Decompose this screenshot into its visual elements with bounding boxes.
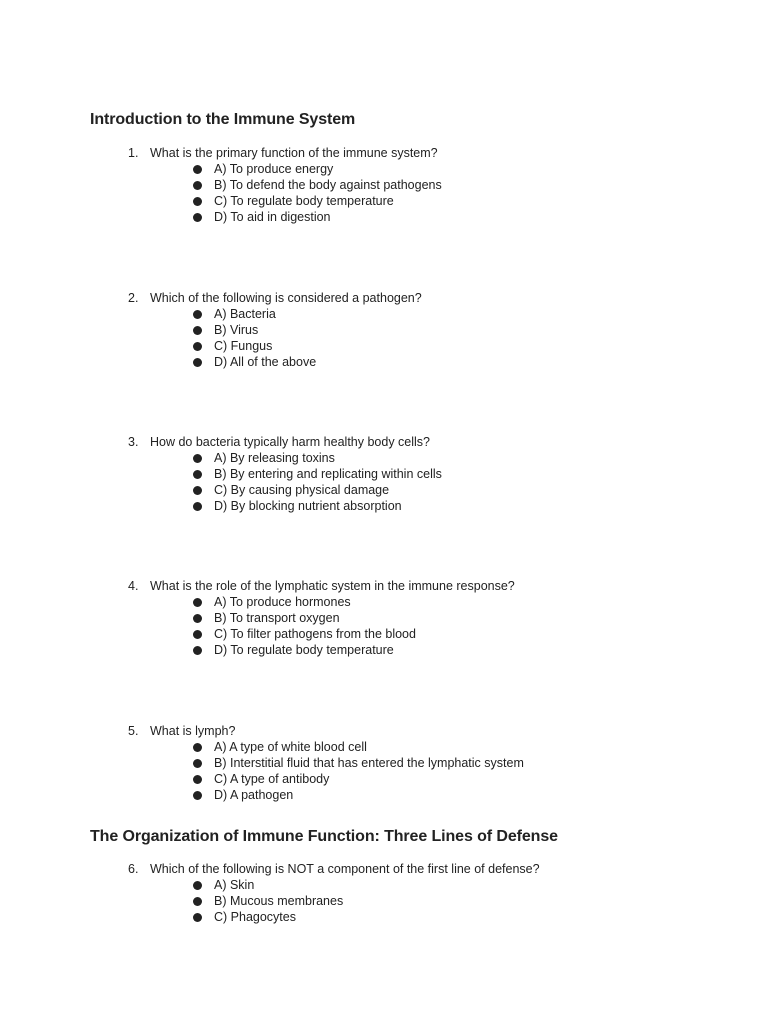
bullet-icon xyxy=(193,213,202,222)
bullet-icon xyxy=(193,165,202,174)
option-item xyxy=(128,209,748,225)
option-text: A) Skin xyxy=(214,878,255,892)
option-text: C) By causing physical damage xyxy=(214,483,390,497)
option-item xyxy=(128,610,748,626)
bullet-icon xyxy=(193,759,202,768)
question-number: 4. xyxy=(128,579,139,593)
option-item xyxy=(128,498,748,514)
option-item xyxy=(128,787,748,803)
bullet-icon xyxy=(193,181,202,190)
question-3 xyxy=(128,434,748,514)
option-text: A) By releasing toxins xyxy=(214,451,335,465)
option-text: D) To aid in digestion xyxy=(214,210,331,224)
option-text: C) Fungus xyxy=(214,339,273,353)
bullet-icon xyxy=(193,743,202,752)
option-text: D) All of the above xyxy=(214,355,317,369)
option-item xyxy=(128,466,748,482)
option-text: B) By entering and replicating within cells xyxy=(214,467,442,481)
option-item xyxy=(128,594,748,610)
bullet-icon xyxy=(193,881,202,890)
question-1 xyxy=(128,145,748,225)
bullet-icon xyxy=(193,310,202,319)
option-item xyxy=(128,755,748,771)
question-4 xyxy=(128,578,748,658)
question-text: What is the role of the lymphatic system in the immune response? xyxy=(150,579,515,593)
question-text: How do bacteria typically harm healthy body cells? xyxy=(150,435,430,449)
option-text: D) A pathogen xyxy=(214,788,294,802)
option-text: B) To transport oxygen xyxy=(214,611,340,625)
option-text: A) Bacteria xyxy=(214,307,276,321)
question-number: 1. xyxy=(128,146,139,160)
question-number: 2. xyxy=(128,291,139,305)
question-text: What is lymph? xyxy=(150,724,236,738)
option-text: A) A type of white blood cell xyxy=(214,740,367,754)
bullet-icon xyxy=(193,358,202,367)
option-item xyxy=(128,322,748,338)
question-number: 6. xyxy=(128,862,139,876)
option-item xyxy=(128,771,748,787)
option-text: C) Phagocytes xyxy=(214,910,296,924)
option-item xyxy=(128,161,748,177)
bullet-icon xyxy=(193,326,202,335)
question-text: Which of the following is considered a pathogen? xyxy=(150,291,422,305)
section-heading: The Organization of Immune Function: Three Lines of Defense xyxy=(90,828,558,845)
option-text: B) Interstitial fluid that has entered the lymphatic system xyxy=(214,756,524,770)
option-item xyxy=(128,642,748,658)
option-text: C) To regulate body temperature xyxy=(214,194,394,208)
option-item xyxy=(128,482,748,498)
option-text: B) Mucous membranes xyxy=(214,894,344,908)
option-item xyxy=(128,877,748,893)
bullet-icon xyxy=(193,775,202,784)
option-item xyxy=(128,338,748,354)
option-item xyxy=(128,909,748,925)
option-text: D) By blocking nutrient absorption xyxy=(214,499,402,513)
option-list xyxy=(128,594,748,658)
option-text: C) A type of antibody xyxy=(214,772,330,786)
option-item xyxy=(128,306,748,322)
bullet-icon xyxy=(193,486,202,495)
option-list xyxy=(128,306,748,370)
option-item xyxy=(128,450,748,466)
bullet-icon xyxy=(193,614,202,623)
option-item xyxy=(128,177,748,193)
question-line xyxy=(128,861,748,877)
option-text: A) To produce hormones xyxy=(214,595,351,609)
question-number: 5. xyxy=(128,724,139,738)
bullet-icon xyxy=(193,470,202,479)
option-text: B) Virus xyxy=(214,323,259,337)
option-text: A) To produce energy xyxy=(214,162,334,176)
option-list xyxy=(128,161,748,225)
bullet-icon xyxy=(193,342,202,351)
bullet-icon xyxy=(193,454,202,463)
question-6 xyxy=(128,861,748,925)
bullet-icon xyxy=(193,598,202,607)
bullet-icon xyxy=(193,791,202,800)
bullet-icon xyxy=(193,913,202,922)
option-text: D) To regulate body temperature xyxy=(214,643,394,657)
question-2 xyxy=(128,290,748,370)
option-item xyxy=(128,739,748,755)
bullet-icon xyxy=(193,646,202,655)
bullet-icon xyxy=(193,197,202,206)
question-line xyxy=(128,434,748,450)
option-item xyxy=(128,193,748,209)
option-text: C) To filter pathogens from the blood xyxy=(214,627,416,641)
question-line xyxy=(128,723,748,739)
option-item xyxy=(128,893,748,909)
option-item xyxy=(128,626,748,642)
bullet-icon xyxy=(193,502,202,511)
question-5 xyxy=(128,723,748,803)
question-text: What is the primary function of the immune system? xyxy=(150,146,438,160)
bullet-icon xyxy=(193,630,202,639)
option-list xyxy=(128,877,748,925)
section-heading: Introduction to the Immune System xyxy=(90,111,356,128)
question-line xyxy=(128,145,748,161)
bullet-icon xyxy=(193,897,202,906)
option-list xyxy=(128,450,748,514)
question-number: 3. xyxy=(128,435,139,449)
question-line xyxy=(128,578,748,594)
option-list xyxy=(128,739,748,803)
question-text: Which of the following is NOT a component of the first line of defense? xyxy=(150,862,540,876)
question-line xyxy=(128,290,748,306)
option-text: B) To defend the body against pathogens xyxy=(214,178,442,192)
option-item xyxy=(128,354,748,370)
